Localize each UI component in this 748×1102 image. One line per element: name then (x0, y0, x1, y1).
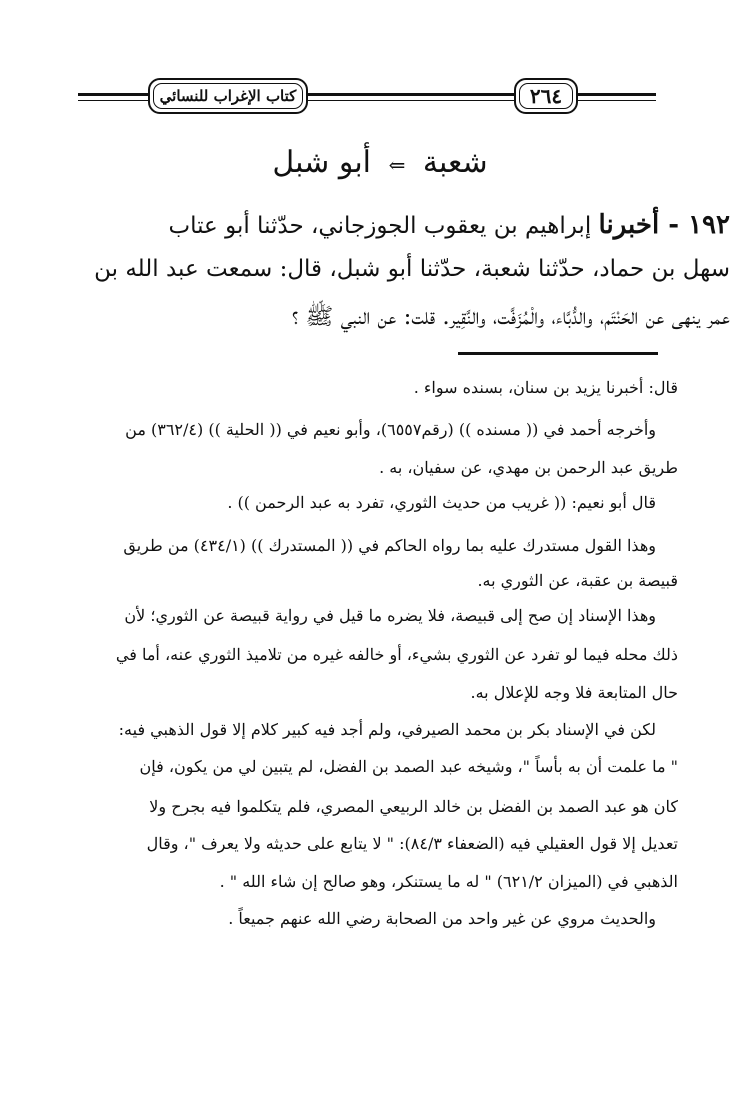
footnote-line: تعديل إلا قول العقيلي فيه (الضعفاء ٨٤/٣): " لا يتابع على حديثه ولا يعرف "، وقال (146, 834, 678, 853)
footnote-line: وأخرجه أحمد في (( مسنده )) (رقم٦٥٥٧)، وأبو نعيم في (( الحلية )) (٣٦٢/٤) من (125, 420, 656, 439)
footnote-line: قال أبو نعيم: (( غريب من حديث الثوري، تفرد به عبد الرحمن )) . (227, 493, 656, 512)
hadith-line-2: سهل بن حماد، حدّثنا شعبة، حدّثنا أبو شبل، قال: سمعت عبد الله بن (94, 256, 730, 282)
footnote-line: وهذا القول مستدرك عليه بما رواه الحاكم في (( المستدرك )) (٤٣٤/١) من طريق (123, 536, 656, 555)
footnote-line: طريق عبد الرحمن بن مهدي، عن سفيان، به . (379, 458, 678, 477)
footnote-line: الذهبي في (الميزان ٦٢١/٢) " له ما يستنكر، وهو صالح إن شاء الله " . (219, 872, 678, 891)
footnote-line: وهذا الإسناد إن صح إلى قبيصة، فلا يضره ما قيل في رواية قبيصة عن الثوري؛ لأن (124, 606, 656, 625)
footnote-line: ذلك محله فيما لو تفرد عن الثوري بشيء، أو خالفه غيره من تلاميذ الثوري عنه، أما في (115, 645, 678, 664)
footnote-line: قبيصة بن عقبة، عن الثوري به. (477, 571, 678, 590)
footnote-line: والحديث مروي عن غير واحد من الصحابة رضي الله عنهم جميعاً . (228, 909, 656, 928)
heading-right-name: شعبة (422, 145, 488, 180)
hadith-line-3: عمر ينهى عن الحَنْتَم، والدُّبَّاء، والْمُزَفَّت، والنَّقِير. قلت: عن النبي ﷺ ؟ (291, 304, 730, 330)
footnote-line: حال المتابعة فلا وجه للإعلال به. (470, 683, 678, 702)
heading-left-name: أبو شبل (272, 145, 372, 180)
arrow-left-icon: ⇐ (388, 153, 406, 177)
hadith-line-1 (70, 210, 730, 240)
footnote-line: لكن في الإسناد بكر بن محمد الصيرفي، ولم أجد فيه كبير كلام إلا قول الذهبي فيه: (118, 720, 656, 739)
book-title: كتاب الإغراب للنسائي (148, 78, 308, 114)
footnote-line: قال: أخبرنا يزيد بن سنان، بسنده سواء . (413, 378, 678, 397)
hadith-number-lead: ١٩٢ - أخبرنا (598, 210, 730, 240)
hadith-line-1-text: إبراهيم بن يعقوب الجوزجاني، حدّثنا أبو عتاب (168, 213, 592, 239)
footnote-line: " ما علمت أن به بأساً "، وشيخه عبد الصمد بن الفضل، لم يتبين لي من يكون، فإن (139, 757, 678, 776)
section-heading (160, 138, 600, 190)
footnote-line: كان هو عبد الصمد بن الفضل بن خالد الربيعي المصري، فلم يتكلموا فيه بجرح ولا (149, 797, 678, 816)
footnote-separator (458, 352, 658, 355)
page-number: ٢٦٤ (514, 78, 578, 114)
